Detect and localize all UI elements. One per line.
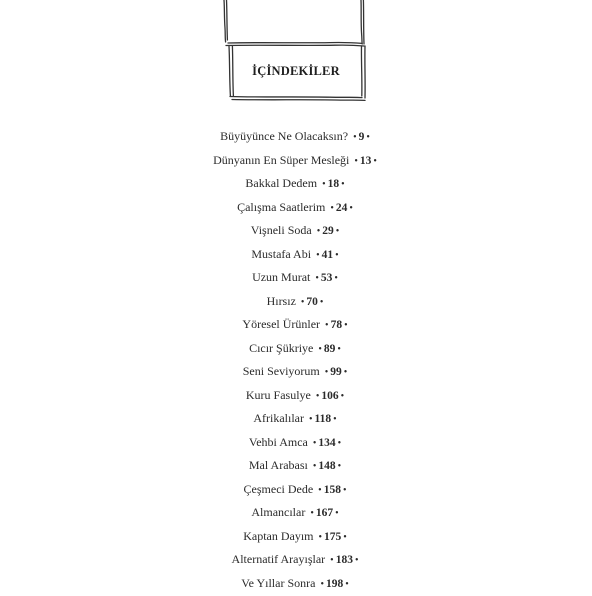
toc-entry [0, 267, 592, 291]
toc-entry-title: Bakkal Dedem [245, 176, 317, 190]
toc-entry-page-number: 134 [318, 437, 335, 449]
toc-entry [0, 150, 592, 174]
toc-entry-page-number: 70 [306, 296, 318, 308]
toc-entry-title: Cıcır Şükriye [249, 341, 313, 355]
toc-entry-title: Afrikalılar [253, 411, 304, 425]
toc-separator: • [316, 485, 324, 496]
toc-entry [0, 244, 592, 268]
toc-separator: • [333, 508, 341, 519]
table-of-contents-list [0, 126, 592, 596]
toc-separator: • [332, 273, 340, 284]
toc-separator: • [343, 579, 351, 590]
toc-entry [0, 502, 592, 526]
toc-separator: • [318, 297, 326, 308]
toc-entry-page-number: 167 [316, 507, 333, 519]
toc-separator: • [336, 438, 344, 449]
toc-entry [0, 455, 592, 479]
toc-separator: • [364, 132, 372, 143]
toc-separator: • [341, 485, 349, 496]
toc-separator: • [336, 461, 344, 472]
toc-entry [0, 526, 592, 550]
toc-separator: • [316, 344, 324, 355]
toc-entry-title: Kaptan Dayım [243, 529, 313, 543]
toc-separator: • [339, 391, 347, 402]
toc-entry-title: Mustafa Abi [251, 247, 311, 261]
toc-entry-title: Mal Arabası [249, 458, 308, 472]
toc-entry [0, 549, 592, 573]
toc-separator: • [307, 414, 315, 425]
toc-separator: • [339, 179, 347, 190]
toc-entry [0, 291, 592, 315]
table-of-contents-heading: İÇİNDEKİLER [232, 50, 360, 92]
toc-entry-title: Almancılar [251, 505, 305, 519]
toc-separator: • [342, 320, 350, 331]
toc-entry-page-number: 118 [315, 413, 332, 425]
toc-separator: • [352, 156, 360, 167]
toc-separator: • [315, 226, 323, 237]
toc-entry-title: Ve Yıllar Sonra [241, 576, 315, 590]
toc-separator: • [328, 203, 336, 214]
toc-entry-page-number: 78 [331, 319, 343, 331]
toc-entry-title: Alternatif Arayışlar [232, 552, 326, 566]
toc-entry [0, 385, 592, 409]
toc-separator: • [320, 179, 328, 190]
toc-entry-page-number: 29 [322, 225, 334, 237]
toc-separator: • [323, 367, 331, 378]
toc-separator: • [331, 414, 339, 425]
toc-separator: • [308, 508, 316, 519]
toc-entry [0, 408, 592, 432]
toc-separator: • [299, 297, 307, 308]
toc-entry-title: Dünyanın En Süper Mesleği [213, 153, 349, 167]
toc-entry-page-number: 175 [324, 531, 341, 543]
toc-separator: • [314, 391, 322, 402]
toc-entry-page-number: 41 [322, 249, 334, 261]
toc-separator: • [353, 555, 361, 566]
toc-entry [0, 338, 592, 362]
toc-entry [0, 361, 592, 385]
toc-entry [0, 173, 592, 197]
toc-separator: • [334, 226, 342, 237]
toc-entry-page-number: 198 [326, 578, 343, 590]
toc-separator: • [323, 320, 331, 331]
toc-separator: • [351, 132, 359, 143]
toc-entry-page-number: 13 [360, 155, 372, 167]
toc-entry-title: Çeşmeci Dede [244, 482, 314, 496]
toc-separator: • [347, 203, 355, 214]
toc-entry-title: Çalışma Saatlerim [237, 200, 325, 214]
toc-entry-page-number: 53 [321, 272, 333, 284]
toc-entry [0, 479, 592, 503]
toc-separator: • [341, 532, 349, 543]
toc-entry-page-number: 89 [324, 343, 336, 355]
toc-entry [0, 126, 592, 150]
toc-entry-title: Uzun Murat [252, 270, 310, 284]
toc-entry-title: Vişneli Soda [251, 223, 312, 237]
toc-entry-title: Seni Seviyorum [243, 364, 320, 378]
toc-entry-title: Büyüyünce Ne Olacaksın? [220, 129, 348, 143]
toc-entry-page-number: 158 [324, 484, 341, 496]
toc-separator: • [318, 579, 326, 590]
toc-entry-page-number: 24 [336, 202, 348, 214]
toc-entry [0, 220, 592, 244]
toc-entry-page-number: 183 [336, 554, 353, 566]
toc-separator: • [335, 344, 343, 355]
toc-entry-title: Kuru Fasulye [246, 388, 311, 402]
toc-separator: • [311, 461, 319, 472]
toc-separator: • [314, 250, 322, 261]
toc-separator: • [317, 532, 325, 543]
toc-entry-title: Vehbi Amca [249, 435, 308, 449]
toc-separator: • [313, 273, 321, 284]
toc-separator: • [311, 438, 319, 449]
toc-entry [0, 573, 592, 596]
toc-entry-page-number: 18 [328, 178, 340, 190]
toc-entry-page-number: 9 [359, 131, 365, 143]
toc-separator: • [342, 367, 350, 378]
toc-entry [0, 197, 592, 221]
toc-separator: • [333, 250, 341, 261]
toc-entry-title: Hırsız [267, 294, 296, 308]
toc-entry [0, 432, 592, 456]
toc-entry-page-number: 106 [321, 390, 338, 402]
toc-entry-page-number: 99 [330, 366, 342, 378]
toc-entry-title: Yöresel Ürünler [242, 317, 320, 331]
toc-entry [0, 314, 592, 338]
toc-separator: • [328, 555, 336, 566]
toc-entry-page-number: 148 [318, 460, 335, 472]
toc-separator: • [371, 156, 379, 167]
